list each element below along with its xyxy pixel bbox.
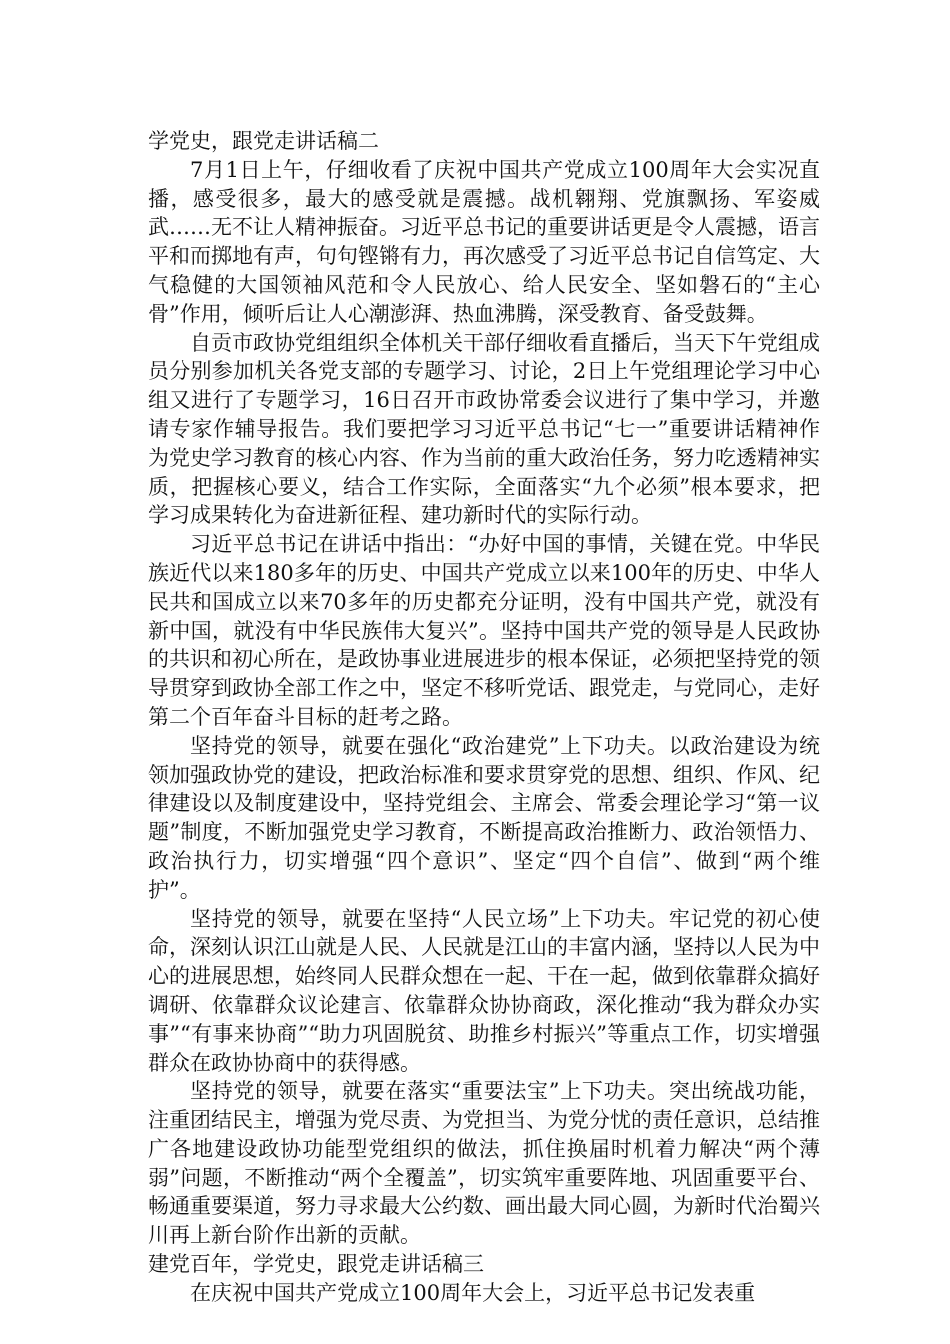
paragraph: 自贡市政协党组组织全体机关干部仔细收看直播后，当天下午党组成员分别参加机关各党支部的专题学习、讨论，2日上午党组理论学习中心组又进行了专题学习，16日召开市政协常委会议进行了集中学习，并邀请专家作辅导报告。我们要把学习习近平总书记“七一”重要讲话精神作为党史学习教育的核心内容、作为当前的重大政治任务，努力吃透精神实质，把握核心要义，结合工作实际，全面落实“九个必须”根本要求，把学习成果转化为奋进新征程、建功新时代的实际行动。 xyxy=(148,330,820,528)
paragraph: 在庆祝中国共产党成立100周年大会上，习近平总书记发表重 xyxy=(190,1280,756,1305)
paragraph: 坚持党的领导，就要在坚持“人民立场”上下功夫。牢记党的初心使命，深刻认识江山就是人民、人民就是江山的丰富内涵，坚持以人民为中心的进展思想，始终同人民群众想在一起、干在一起，做到依靠群众搞好调研、依靠群众议论建言、依靠群众协协商政，深化推动“我为群众办实事”“有事来协商”“助力巩固脱贫、助推乡村振兴”等重点工作，切实增强群众在政协协商中的获得感。 xyxy=(148,906,820,1075)
document-body xyxy=(148,127,820,1308)
paragraph: 坚持党的领导，就要在强化“政治建党”上下功夫。以政治建设为统领加强政协党的建设，把政治标准和要求贯穿党的思想、组织、作风、纪律建设以及制度建设中，坚持党组会、主席会、常委会理论学习“第一议题”制度，不断加强党史学习教育，不断提高政治推断力、政治领悟力、政治执行力，切实增强“四个意识”、坚定“四个自信”、做到“两个维护”。 xyxy=(148,733,820,902)
section-heading-2: 学党史，跟党走讲话稿二 xyxy=(148,129,379,153)
paragraph: 习近平总书记在讲话中指出：“办好中国的事情，关键在党。中华民族近代以来180多年的历史、中国共产党成立以来100年的历史、中华人民共和国成立以来70多年的历史都充分证明，没有中国共产党，就没有新中国，就没有中华民族伟大复兴”。坚持中国共产党的领导是人民政协的共识和初心所在，是政协事业进展进步的根本保证，必须把坚持党的领导贯穿到政协全部工作之中，坚定不移听党话、跟党走，与党同心，走好第二个百年奋斗目标的赶考之路。 xyxy=(148,532,820,729)
paragraph: 坚持党的领导，就要在落实“重要法宝”上下功夫。突出统战功能，注重团结民主，增强为党尽责、为党担当、为党分忧的责任意识，总结推广各地建设政协功能型党组织的做法，抓住换届时机着力解决“两个薄弱”问题，不断推动“两个全覆盖”，切实筑牢重要阵地、巩固重要平台、畅通重要渠道，努力寻求最大公约数、画出最大同心圆，为新时代治蜀兴川再上新台阶作出新的贡献。 xyxy=(148,1079,820,1248)
paragraph: 7月1日上午，仔细收看了庆祝中国共产党成立100周年大会实况直播，感受很多，最大的感受就是震撼。战机翱翔、党旗飘扬、军姿威武……无不让人精神振奋。习近平总书记的重要讲话更是令人震撼，语言平和而掷地有声，句句铿锵有力，再次感受了习近平总书记自信笃定、大气稳健的大国领袖风范和令人民放心、给人民安全、坚如磐石的“主心骨”作用，倾听后让人心潮澎湃、热血沸腾，深受教育、备受鼓舞。 xyxy=(148,157,820,326)
section-heading-3: 建党百年，学党史，跟党走讲话稿三 xyxy=(148,1252,484,1277)
